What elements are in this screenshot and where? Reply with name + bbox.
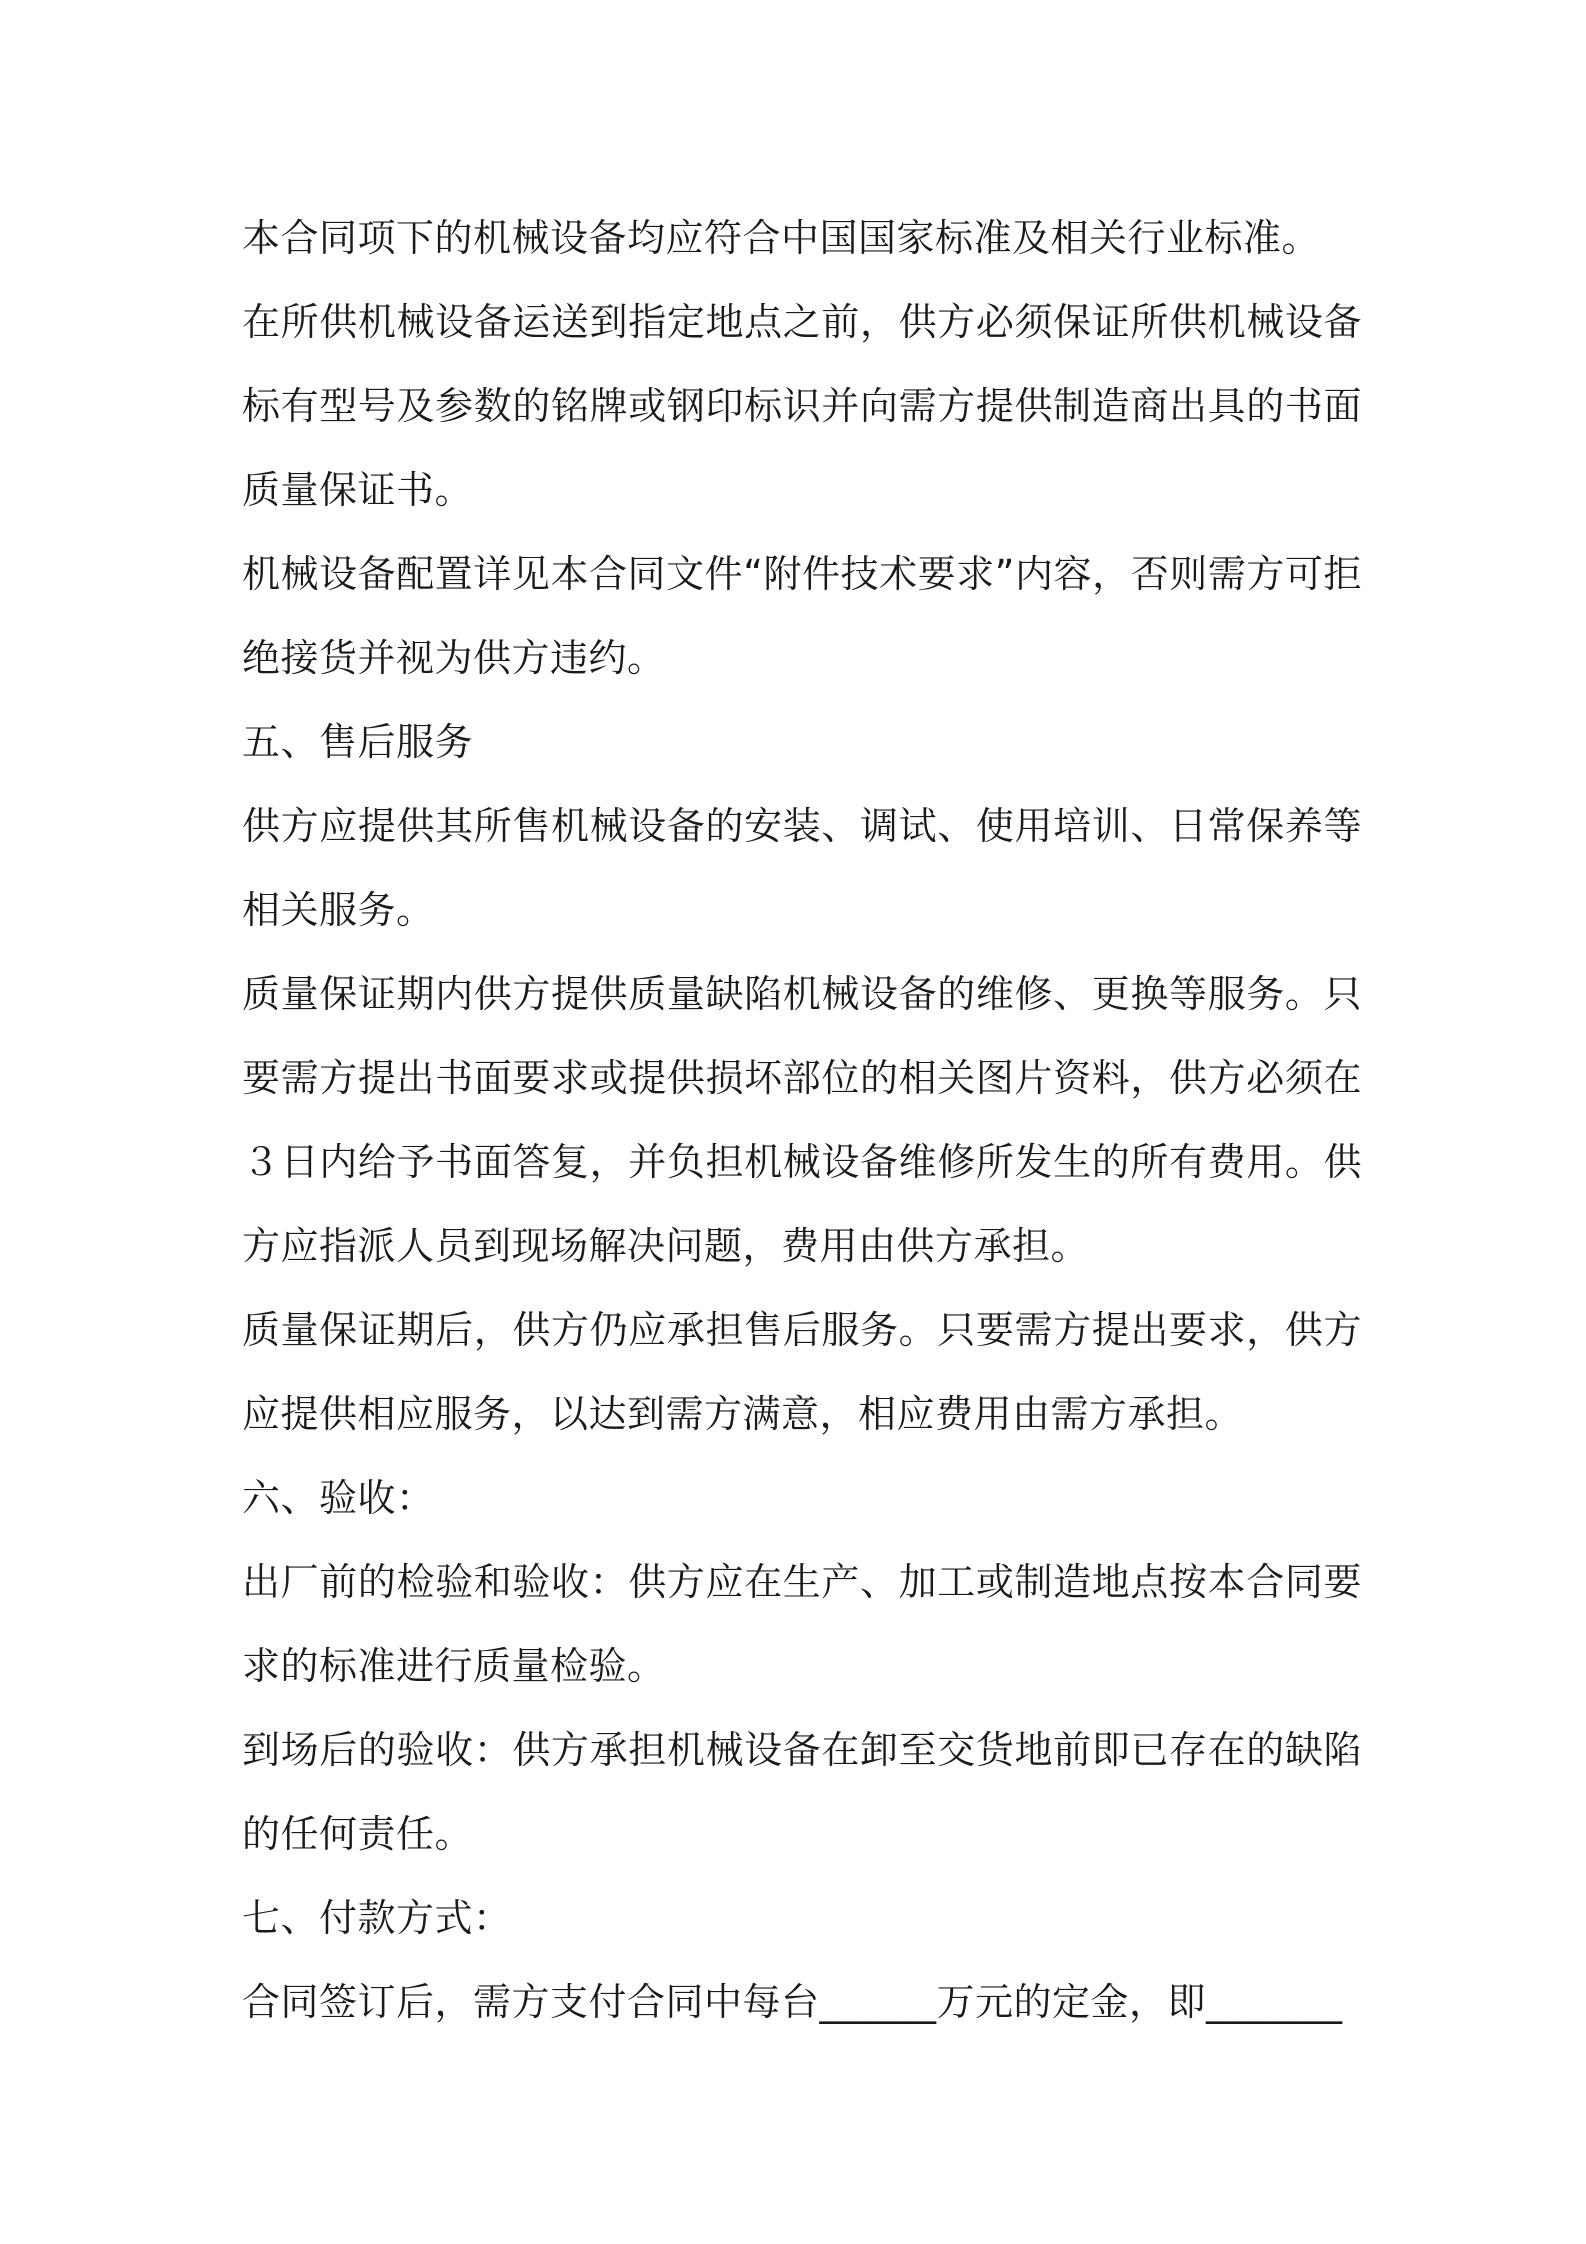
paragraph-standards: 本合同项下的机械设备均应符合中国国家标准及相关行业标准。 xyxy=(242,216,1321,260)
paragraph-post-warranty: 质量保证期后，供方仍应承担售后服务。只要需方提出要求，供方应提供相应服务，以达到需方满意，相应费用由需方承担。 xyxy=(242,1308,1362,1436)
paragraph-services: 供方应提供其所售机械设备的安装、调试、使用培训、日常保养等相关服务。 xyxy=(242,804,1362,932)
paragraph-factory-inspection: 出厂前的检验和验收：供方应在生产、加工或制造地点按本合同要求的标准进行质量检验。 xyxy=(242,1560,1362,1688)
paragraph-configuration: 机械设备配置详见本合同文件“附件技术要求”内容，否则需方可拒绝接货并视为供方违约。 xyxy=(242,552,1362,680)
paragraph-nameplate: 在所供机械设备运送到指定地点之前，供方必须保证所供机械设备标有型号及参数的铭牌或钢印标识并向需方提供制造商出具的书面质量保证书。 xyxy=(242,300,1362,512)
document-body xyxy=(242,196,1362,2044)
section-heading-payment: 七、付款方式： xyxy=(242,1896,512,1940)
paragraph-warranty-period: 质量保证期内供方提供质量缺陷机械设备的维修、更换等服务。只要需方提出书面要求或提供损坏部位的相关图片资料，供方必须在３日内给予书面答复，并负担机械设备维修所发生的所有费用。供方应指派人员到现场解决问题，费用由供方承担。 xyxy=(242,972,1362,1268)
paragraph-deposit: 合同签订后，需方支付合同中每台______万元的定金，即_______ xyxy=(242,1980,1343,2024)
section-heading-acceptance: 六、验收： xyxy=(242,1476,435,1520)
paragraph-site-acceptance: 到场后的验收：供方承担机械设备在卸至交货地前即已存在的缺陷的任何责任。 xyxy=(242,1728,1362,1856)
section-heading-after-sales: 五、售后服务 xyxy=(242,720,474,764)
